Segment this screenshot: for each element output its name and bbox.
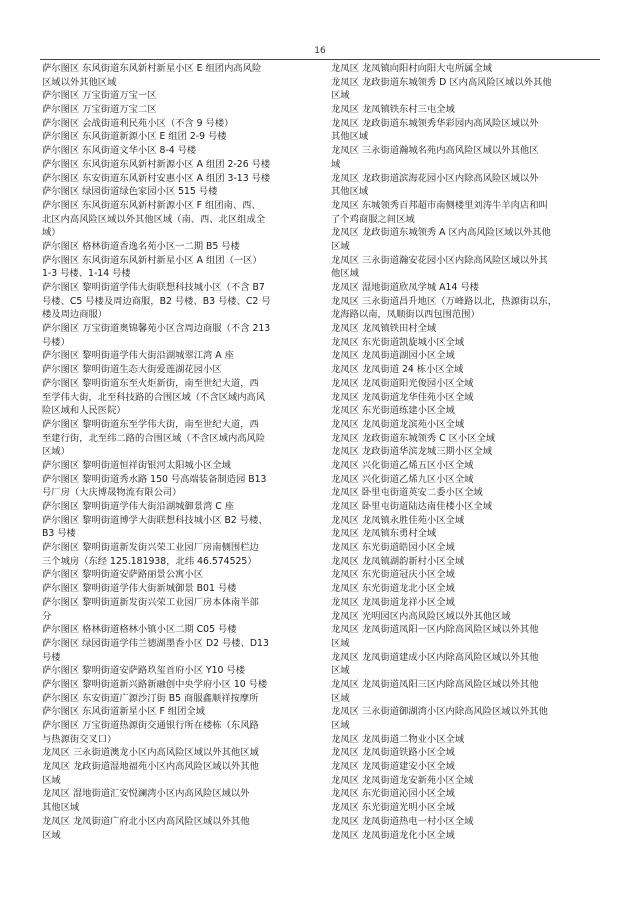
text-line: 龙凤区 龙凤街道二物业小区全域 (331, 733, 465, 745)
text-line: 龙凤区 东光街道皓园小区全域 (331, 542, 455, 554)
text-line: 萨尔图区 格林街道格林小镇小区二期 C05 号楼 (42, 624, 237, 636)
text-line: 龙凤区 龙凤街道龙安新苑小区全域 (331, 774, 474, 786)
text-line: 域 (331, 158, 341, 170)
header-rule (40, 59, 600, 60)
text-line: 号楼、C5 号楼及周边商服，B2 号楼、B3 号楼、C2 号 (42, 295, 271, 307)
text-line: 萨尔图区 黎明街道学伟大街联想科技城小区（不含 B7 (42, 282, 265, 293)
text-line: 萨尔图区 东风街道新星小区 F 组团全域 (42, 706, 205, 718)
text-line: 龙凤区 卧里屯街道英安二委小区全域 (331, 487, 483, 499)
text-line: 龙凤区 龙凤街道广府北小区内高风险区域以外其他 (42, 815, 250, 827)
text-line: 区域 (331, 240, 350, 252)
text-line: 萨尔图区 黎明街道安萨路丽景公寓小区 (42, 569, 204, 581)
text-line: 其他区域 (42, 802, 80, 814)
text-line: 龙凤区 龙凤街道龙华佳苑小区全域 (331, 391, 474, 403)
text-line: 分 (42, 610, 52, 622)
text-line: 龙凤区 三永街道昌升地区（万峰路以北，热源街以东， (331, 295, 558, 307)
text-line: 萨尔图区 黎明街道安萨路玖玺首府小区 Y10 号楼 (42, 665, 246, 677)
text-line: 萨尔图区 东安街道广源沙汀街 B5 商服鑫顺祥按摩所 (42, 692, 259, 704)
text-line: 龙凤区 东光街道光明小区全域 (331, 802, 455, 814)
text-line: 萨尔图区 东安街道东风新村安惠小区 A 组团 3-13 号楼 (42, 172, 271, 184)
text-line: 萨尔图区 黎明街道恒祥街银河太阳城小区全域 (42, 459, 231, 471)
text-line: 龙凤区 兴化街道乙烯五区小区全域 (331, 459, 474, 471)
text-line: 龙凤区 三永街道御湖湾小区内除高风险区域以外其他 (331, 706, 548, 718)
text-line: 龙凤区 龙凤镇湖韵新村小区全域 (331, 555, 465, 567)
text-line: 龙凤区 三永街道瀚安花园小区内除高风险区域以外其 (331, 254, 548, 266)
text-line: 龙凤区 龙凤街道湖园小区全域 (331, 350, 455, 362)
text-line: 1-3 号楼、1-14 号楼 (42, 268, 131, 280)
text-line: 号楼 (42, 651, 61, 663)
text-line: 萨尔图区 东风街道东风新村新源小区 F 组团南、西、 (42, 199, 261, 211)
text-line: 龙凤区 龙凤街道龙滨苑小区全域 (331, 418, 465, 430)
text-line: 萨尔图区 东风街道东风新村新星小区 E 组团内高风险 (42, 63, 262, 74)
text-line: 区域 (331, 665, 350, 677)
text-line: 萨尔图区 万宝街道万宝二区 (42, 104, 157, 116)
text-line: 萨尔图区 黎明街道学伟大街沿湖城御景湾 C 座 (42, 501, 234, 512)
left-column (42, 62, 314, 842)
text-line: 萨尔图区 黎明街道学伟大街沿湖城翠江湾 A 座 (42, 350, 234, 362)
text-line: 龙凤区 湿地街道汇安悦澜湾小区内高风险区域以外 (42, 788, 250, 800)
text-line: 龙海路以南，凤顺街以西包围范围） (331, 309, 480, 321)
text-line: 龙凤区 龙凤街道龙祥小区全域 (331, 596, 455, 608)
text-line: 区域 (42, 829, 61, 841)
text-line: 龙凤区 龙政街道东城领秀 C 区小区全域 (331, 432, 496, 444)
text-line: 萨尔图区 黎明街道博学大街联想科技城小区 B2 号楼、 (42, 514, 268, 526)
text-line: 龙凤区 龙凤街道 24 栋小区全域 (331, 364, 464, 376)
text-line: 萨尔图区 黎明街道新发街兴荣工业园厂房南侧围栏边 (42, 542, 259, 554)
text-line: 萨尔图区 黎明街道东至学伟大街，南至世纪大道，西 (42, 418, 259, 430)
text-line: 龙凤区 光明园区内高风险区域以外其他区域 (331, 610, 511, 622)
text-line: 萨尔图区 黎明街道学伟大街新城御景 B01 号楼 (42, 583, 237, 595)
text-line: 龙凤区 龙政街道东城领秀 A 区内高风险区域以外其他 (331, 227, 551, 239)
text-line: 龙凤区 龙凤镇铁田村全域 (331, 323, 437, 335)
text-line: 区域以外其他区域 (42, 76, 117, 88)
text-line: 了个鸡商服之间区域 (331, 213, 415, 225)
text-line: 萨尔图区 东风街道东风新村新星小区 A 组团（一区） (42, 254, 262, 266)
text-line: 区域 (331, 90, 350, 102)
text-line: 龙凤区 龙政街道滨海花园小区内除高风险区域以外 (331, 172, 539, 184)
text-line: 萨尔图区 东风街道文华小区 8-4 号楼 (42, 145, 197, 157)
text-line: 萨尔图区 万宝街道热源街交通银行所在楼栋（东风路 (42, 720, 259, 731)
text-line: 龙凤区 龙凤街道龙化小区全域 (331, 829, 455, 841)
text-line: 萨尔图区 黎明街道生态大街爱莲湖花园小区 (42, 364, 222, 376)
text-line: 号厂房（大庆博晟物流有限公司） (42, 487, 182, 499)
text-line: 龙凤区 龙凤镇东勇村全域 (331, 528, 437, 540)
text-line: B3 号楼 (42, 528, 76, 540)
text-line: 他区域 (331, 268, 359, 280)
text-line: 萨尔图区 绿园街道绿色家园小区 515 号楼 (42, 186, 218, 198)
text-line: 龙凤区 东城领秀百邦超市南侧楼里刘涛牛羊肉店和叫 (331, 199, 548, 211)
text-line: 险区域和人民医院） (42, 405, 126, 417)
text-line: 北区内高风险区域以外其他区域（南、西、北区组成全 (42, 213, 266, 225)
text-line: 区域 (331, 637, 350, 649)
text-line: 其他区域 (331, 131, 369, 143)
text-line: 萨尔图区 黎明街道新发街兴荣工业园厂房本体南半部 (42, 596, 259, 608)
text-line: 萨尔图区 万宝街道万宝一区 (42, 90, 157, 102)
text-line: 至学伟大街，北至科技路的合围区域（不含区域内高风 (42, 391, 266, 403)
text-line: 龙凤区 东光街道沁园小区全域 (331, 788, 455, 800)
text-line: 龙凤区 龙政街道湿地福苑小区内高风险区域以外其他 (42, 761, 259, 773)
text-line: 龙凤区 龙凤街道阳光俊园小区全域 (331, 377, 474, 389)
text-line: 萨尔图区 东风街道东风新村新源小区 A 组团 2-26 号楼 (42, 158, 271, 170)
text-line: 龙凤区 东光街道冠庆小区全域 (331, 569, 455, 581)
text-line: 萨尔图区 绿园街道学伟兰德湖墨香小区 D2 号楼、D13 (42, 637, 269, 649)
text-line: 龙凤区 龙凤镇永胜佳苑小区全域 (331, 514, 465, 526)
text-line: 龙凤区 东光街道龙北小区全域 (331, 583, 455, 595)
text-line: 龙凤区 湿地街道欣凤学城 A14 号楼 (331, 282, 479, 293)
text-line: 号楼） (42, 336, 70, 348)
text-line: 区域 (331, 692, 350, 704)
text-line: 萨尔图区 万宝街道奥锦馨苑小区含周边商服（不含 213 (42, 323, 271, 335)
text-line: 区域 (331, 720, 350, 731)
text-line: 龙凤区 龙凤街道铁路小区全域 (331, 747, 455, 759)
text-line: 区域 (42, 774, 61, 786)
text-line: 龙凤区 三永街道澳龙小区内高风险区域以外其他区域 (42, 747, 259, 759)
text-line: 萨尔图区 会战街道利民苑小区（不含 9 号楼） (42, 117, 234, 129)
text-line: 龙凤区 三永街道瀚城名苑内高风险区域以外其他区 (331, 145, 539, 157)
text-line: 三个城房（东经 125.181938，北纬 46.574525） (42, 555, 257, 567)
text-line: 龙凤区 卧里屯街道陆达南佳楼小区全域 (331, 501, 493, 512)
text-line: 区域） (42, 446, 70, 458)
text-line: 龙凤区 龙凤镇向阳村向阳大屯所属全域 (331, 63, 493, 74)
text-line: 其他区域 (331, 186, 369, 198)
text-line: 龙凤区 龙政街道东城领秀 D 区内高风险区域以外其他 (331, 76, 552, 88)
text-line: 龙凤区 龙凤街道凤阳三区内除高风险区域以外其他 (331, 678, 539, 690)
text-line: 龙凤区 龙凤街道凤阳一区内除高风险区域以外其他 (331, 624, 539, 636)
text-line: 萨尔图区 东风街道新源小区 E 组团 2-9 号楼 (42, 131, 227, 143)
text-line: 龙凤区 龙政街道华滨龙城三期小区全域 (331, 446, 493, 458)
text-line: 楼及周边商服） (42, 309, 108, 321)
text-line: 龙凤区 龙凤街道建成小区内除高风险区域以外其他 (331, 651, 539, 663)
text-line: 龙凤区 龙凤街道建安小区全域 (331, 761, 455, 773)
text-line: 至建行街，北至纬二路的合围区域（不含区域内高风险 (42, 432, 266, 444)
text-line: 龙凤区 龙凤镇铁东村三屯全域 (331, 104, 455, 116)
text-line: 与热源街交叉口） (42, 733, 117, 745)
page-number: 16 (314, 46, 326, 56)
text-line: 萨尔图区 黎明街道新兴路新融创中央学府小区 10 号楼 (42, 678, 268, 690)
text-line: 龙凤区 龙政街道东城领秀华彩园内高风险区域以外 (331, 117, 539, 129)
right-column (331, 62, 603, 842)
text-line: 龙凤区 东光街道凯旋城小区全域 (331, 336, 465, 348)
text-line: 萨尔图区 黎明街道东至火炬新街，南至世纪大道，西 (42, 377, 259, 389)
text-line: 龙凤区 兴化街道乙烯九区小区全域 (331, 473, 474, 485)
text-line: 域） (42, 227, 61, 239)
text-line: 龙凤区 龙凤街道热电一村小区全域 (331, 815, 474, 827)
text-line: 龙凤区 东光街道练建小区全域 (331, 405, 455, 417)
text-line: 萨尔图区 格林街道香逸名苑小区一二期 B5 号楼 (42, 240, 240, 252)
text-line: 萨尔图区 黎明街道秀水路 150 号高端装备制造园 B13 (42, 473, 267, 485)
